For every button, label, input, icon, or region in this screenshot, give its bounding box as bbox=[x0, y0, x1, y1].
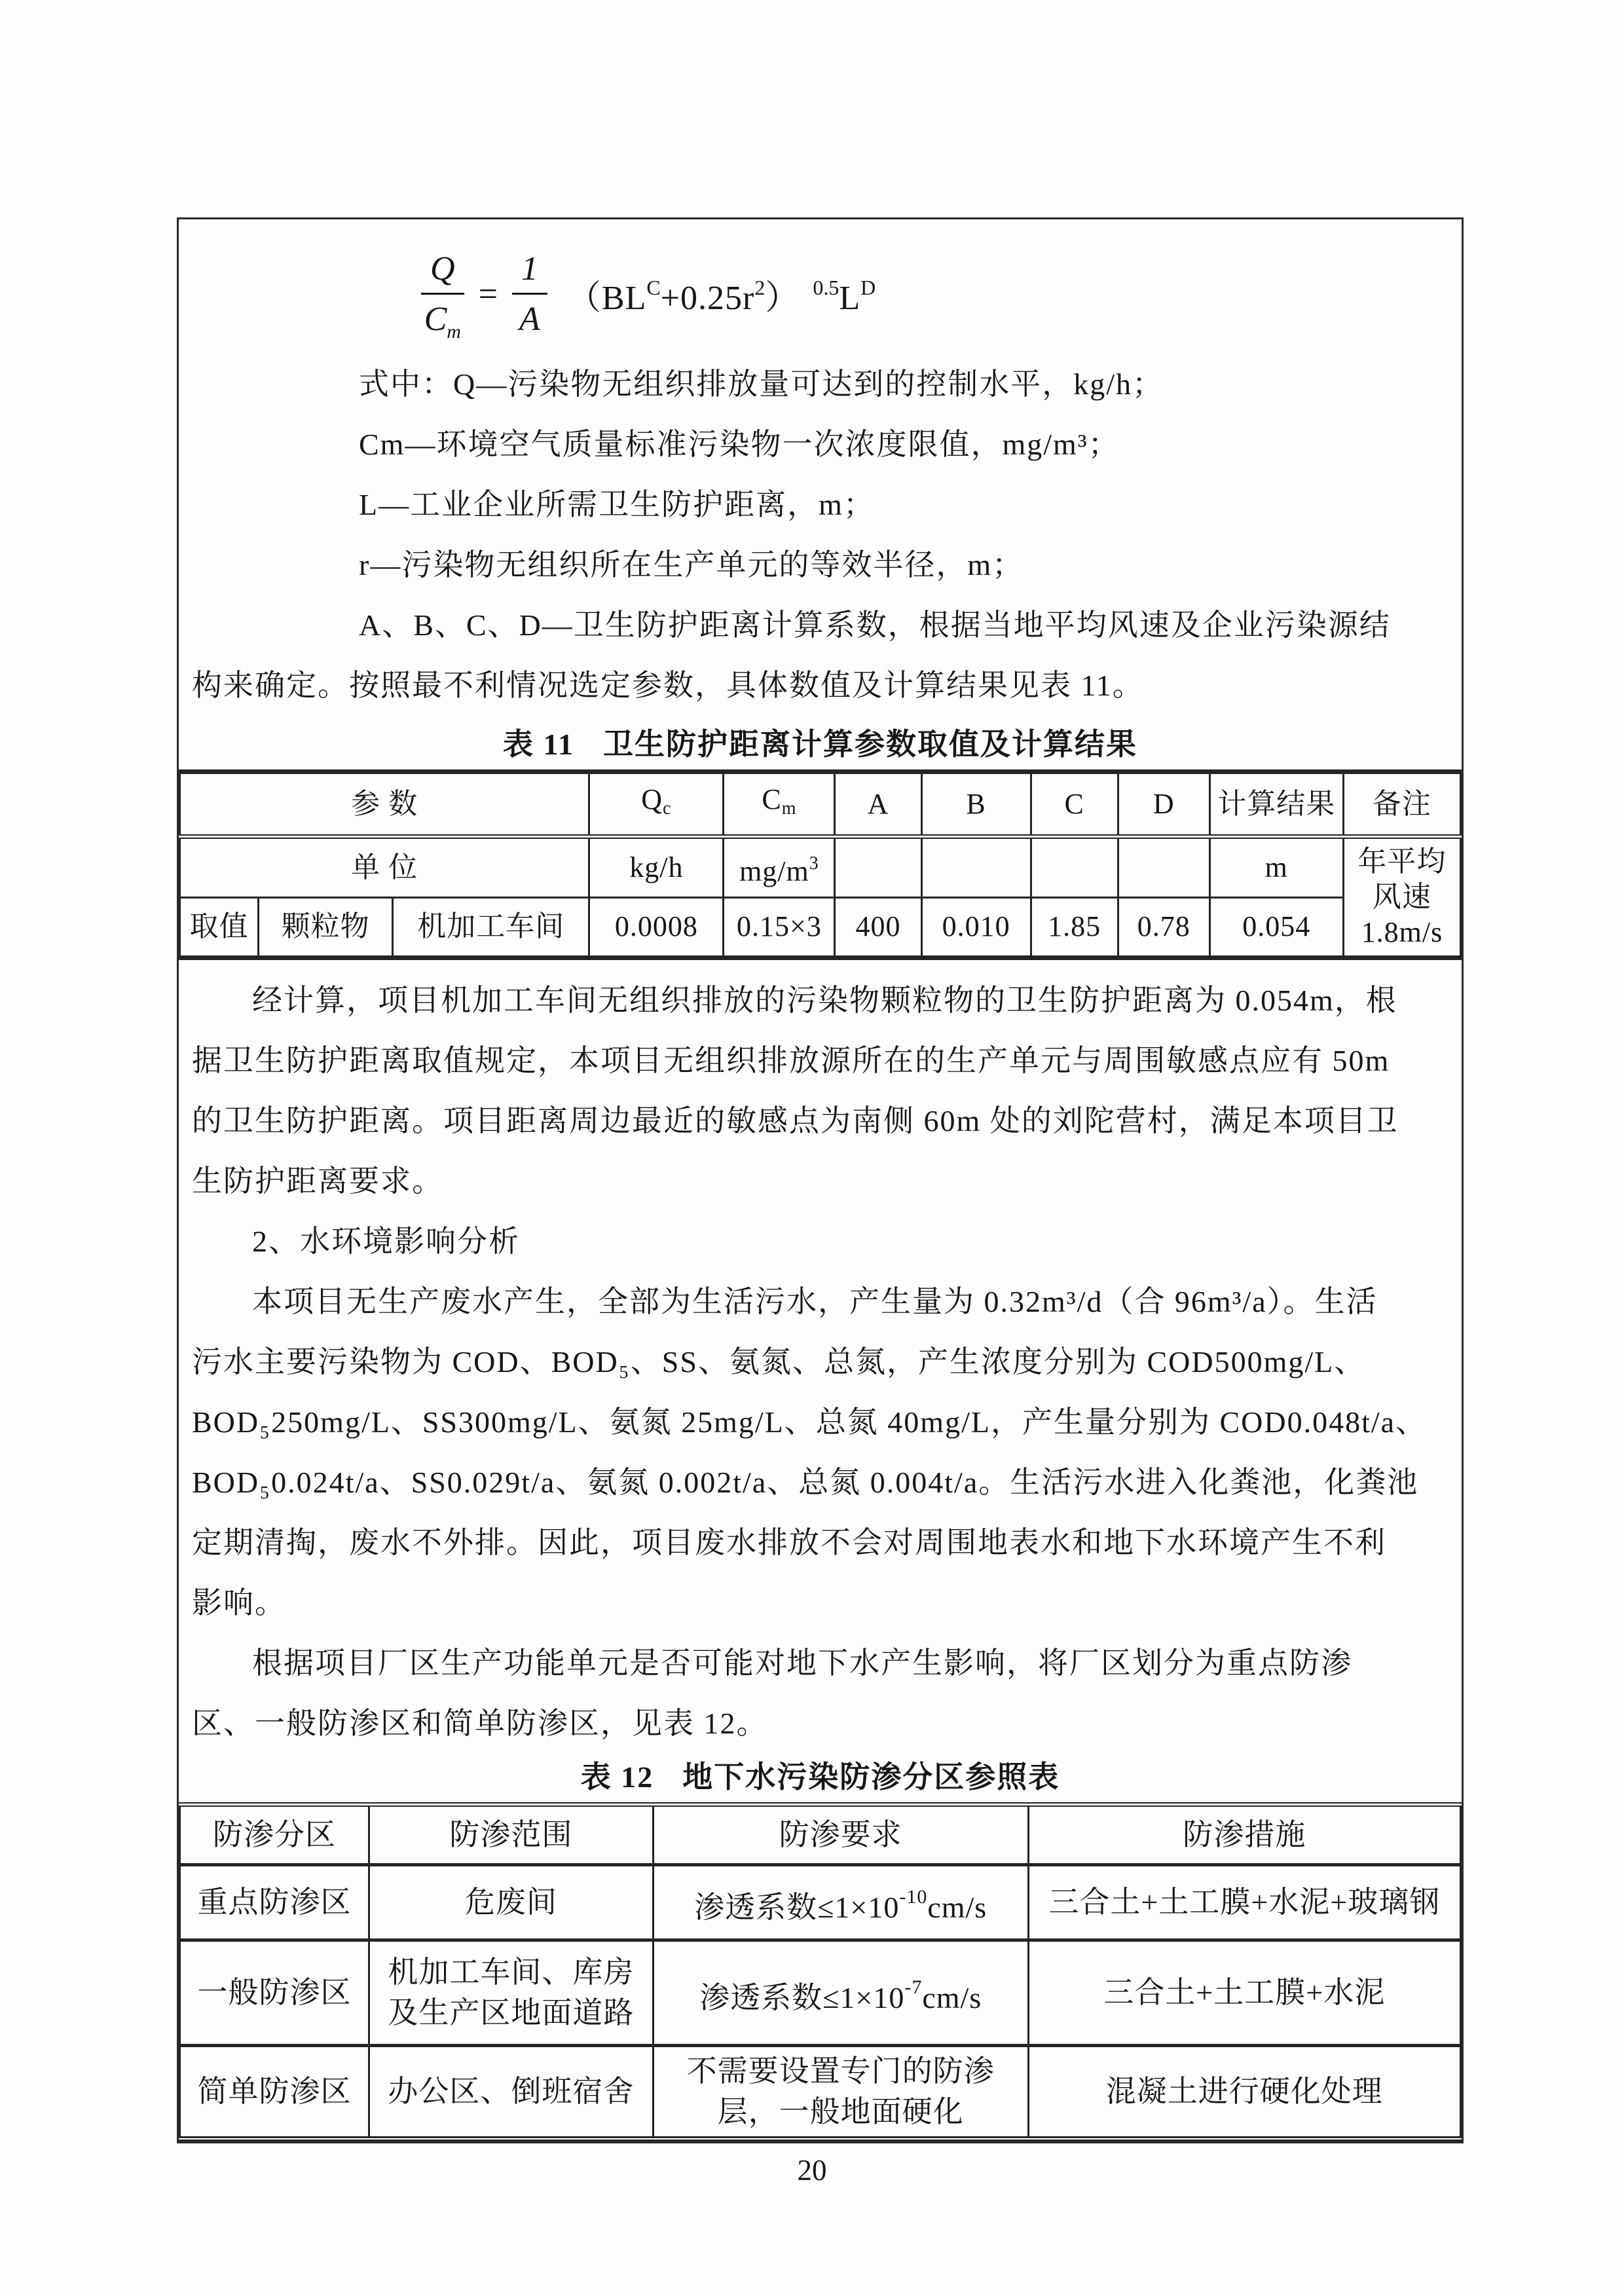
table12-row-simple bbox=[180, 2046, 1461, 2139]
table12-title-text: 地下水污染防渗分区参照表 bbox=[682, 1760, 1060, 1794]
text-line-where-r: r—污染物无组织所在生产单元的等效半径，m； bbox=[359, 548, 1024, 582]
table11-value-qc: 0.0008 bbox=[589, 897, 724, 958]
table11-unit-d bbox=[1118, 837, 1209, 898]
page-number: 20 bbox=[797, 2154, 827, 2187]
table11-header-remark: 备注 bbox=[1343, 772, 1460, 837]
table11-unit-a bbox=[835, 837, 921, 898]
table11-unit-result: m bbox=[1209, 837, 1343, 898]
paragraph-calc bbox=[179, 971, 1462, 1212]
table12-measure-cell: 混凝土进行硬化处理 bbox=[1028, 2046, 1460, 2139]
text-line: 定期清掏，废水不外排。因此，项目废水排放不会对周围地表水和地下水环境产生不利 bbox=[192, 1526, 1386, 1559]
fraction-q-cm bbox=[421, 248, 464, 341]
table11-header-row bbox=[180, 772, 1461, 837]
table11-unit-c bbox=[1031, 837, 1118, 898]
paragraph-water bbox=[179, 1272, 1462, 1633]
text-line: BOD₅0.024t/a、SS0.029t/a、氨氮 0.002t/a、总氮 0.004t/a。生活污水进入化粪池，化粪池 bbox=[192, 1466, 1419, 1499]
table11-header-qc: $Q_c$ bbox=[589, 772, 724, 837]
remark-line: 风速 bbox=[1372, 881, 1431, 913]
formula-expression: $(BL^C+0.25r^2)$ $^{0.5}L^D$ bbox=[566, 275, 876, 317]
table12-requirement-cell: 渗透系数$\le 1\times 10^{-7}cm/s$ bbox=[653, 1940, 1028, 2046]
section2-heading: 2、水环境影响分析 bbox=[252, 1225, 520, 1258]
table11-value-c: 1.85 bbox=[1031, 897, 1118, 958]
fraction-1-a bbox=[512, 248, 547, 341]
table11-value-source: 机加工车间 bbox=[393, 897, 589, 958]
table11-unit-b bbox=[921, 837, 1031, 898]
table11-title-text: 卫生防护距离计算参数取值及计算结果 bbox=[602, 728, 1137, 761]
table12-zone-cell: 简单防渗区 bbox=[180, 2046, 369, 2139]
formula-numerator-q: Q bbox=[421, 248, 464, 295]
table12-header-scope: 防渗范围 bbox=[369, 1805, 653, 1865]
formula-numerator-1: 1 bbox=[512, 248, 547, 295]
table-12 bbox=[179, 1802, 1462, 2141]
table12-measure-cell: 三合土+土工膜+水泥 bbox=[1028, 1940, 1460, 2046]
table12-scope-cell: 办公区、倒班宿舍 bbox=[369, 2046, 653, 2139]
table12-header-measure: 防渗措施 bbox=[1028, 1805, 1460, 1865]
table-11 bbox=[179, 769, 1462, 960]
table12-measure-cell: 三合土+土工膜+水泥+玻璃钢 bbox=[1028, 1865, 1460, 1940]
table11-header-result: 计算结果 bbox=[1209, 772, 1343, 837]
text-line: 据卫生防护距离取值规定，本项目无组织排放源所在的生产单元与周围敏感点应有 50m bbox=[192, 1044, 1390, 1077]
text-line: 生防护距离要求。 bbox=[192, 1164, 443, 1198]
table12-requirement-cell: 不需要设置专门的防渗层，一般地面硬化 bbox=[653, 2046, 1028, 2139]
table11-value-result: 0.054 bbox=[1209, 897, 1343, 958]
paragraph-zoning bbox=[179, 1633, 1462, 1754]
table11-unit-qc: kg/h bbox=[589, 837, 724, 898]
table12-zone-cell: 重点防渗区 bbox=[180, 1865, 369, 1940]
text-line: 本项目无生产废水产生，全部为生活污水，产生量为 0.32m³/d（合 96m³/a）。生活 bbox=[252, 1285, 1378, 1318]
formula-denominator-cm: $C_m$ bbox=[424, 300, 461, 343]
table11-title bbox=[179, 725, 1462, 764]
text-line-where-l: L—工业企业所需卫生防护距离，m； bbox=[359, 488, 875, 521]
table12-requirement-cell: 渗透系数$\le 1\times 10^{-10}cm/s$ bbox=[653, 1865, 1028, 1940]
table11-header-b: B bbox=[921, 772, 1031, 837]
table11-value-label: 取值 bbox=[180, 897, 259, 958]
table12-header-zone: 防渗分区 bbox=[180, 1805, 369, 1865]
table12-row-key bbox=[180, 1865, 1461, 1940]
table12-scope-cell: 机加工车间、库房及生产区地面道路 bbox=[369, 1940, 653, 2046]
equals-sign: = bbox=[478, 275, 498, 313]
table11-header-a: A bbox=[835, 772, 921, 837]
text-line: 的卫生防护距离。项目距离周边最近的敏感点为南侧 60m 处的刘陀营村，满足本项目卫 bbox=[192, 1104, 1399, 1138]
text-line: 区、一般防渗区和简单防渗区，见表 12。 bbox=[192, 1707, 768, 1740]
table12-title-label: 表 12 bbox=[580, 1760, 654, 1794]
table11-value-row bbox=[180, 897, 1461, 958]
table11-title-label: 表 11 bbox=[503, 728, 574, 761]
table12-title bbox=[179, 1758, 1462, 1797]
table11-unit-cm: $mg/m^3$ bbox=[724, 837, 835, 898]
table12-row-general bbox=[180, 1940, 1461, 2046]
table11-value-a: 400 bbox=[835, 897, 921, 958]
table11-header-cm: $C_m$ bbox=[724, 772, 835, 837]
formula-denominator-a: A bbox=[519, 300, 540, 338]
text-line-where-cm: Cm—环境空气质量标准污染物一次浓度限值，mg/m³； bbox=[359, 428, 1120, 461]
table11-unit-row bbox=[180, 837, 1461, 898]
text-line-continuation: 构来确定。按照最不利情况选定参数，具体数值及计算结果见表 11。 bbox=[192, 669, 1144, 702]
text-line: BOD₅250mg/L、SS300mg/L、氨氮 25mg/L、总氮 40mg/L，产生量分别为 COD0.048t/a、 bbox=[192, 1405, 1428, 1439]
table11-header-d: D bbox=[1118, 772, 1209, 837]
remark-line: 1.8m/s bbox=[1361, 916, 1443, 948]
text-line-where-abcd: A、B、C、D—卫生防护距离计算系数，根据当地平均风速及企业污染源结 bbox=[359, 608, 1391, 642]
formula bbox=[421, 236, 1462, 352]
table11-value-pollutant: 颗粒物 bbox=[259, 897, 393, 958]
table11-value-b: 0.010 bbox=[921, 897, 1031, 958]
remark-line: 年平均 bbox=[1357, 845, 1447, 878]
table11-header-c: C bbox=[1031, 772, 1118, 837]
table11-remark-cell bbox=[1343, 837, 1460, 958]
table12-zone-cell: 一般防渗区 bbox=[180, 1940, 369, 2046]
text-line-where-q: 式中：Q—污染物无组织排放量可达到的控制水平，kg/h； bbox=[359, 367, 1164, 401]
table12-header-requirement: 防渗要求 bbox=[653, 1805, 1028, 1865]
table11-value-d: 0.78 bbox=[1118, 897, 1209, 958]
table12-header-row bbox=[180, 1805, 1461, 1865]
table12-scope-cell: 危废间 bbox=[369, 1865, 653, 1940]
text-line: 经计算，项目机加工车间无组织排放的污染物颗粒物的卫生防护距离为 0.054m，根 bbox=[252, 984, 1397, 1017]
table11-unit-label: 单 位 bbox=[180, 837, 589, 898]
text-line: 污水主要污染物为 COD、BOD₅、SS、氨氮、总氮，产生浓度分别为 COD500mg/L、 bbox=[192, 1345, 1366, 1379]
table11-header-param: 参 数 bbox=[180, 772, 589, 837]
text-line: 根据项目厂区生产功能单元是否可能对地下水产生影响，将厂区划分为重点防渗 bbox=[252, 1646, 1352, 1680]
table11-value-cm: 0.15×3 bbox=[724, 897, 835, 958]
page-border-box bbox=[177, 217, 1464, 2143]
text-line: 影响。 bbox=[192, 1586, 286, 1620]
